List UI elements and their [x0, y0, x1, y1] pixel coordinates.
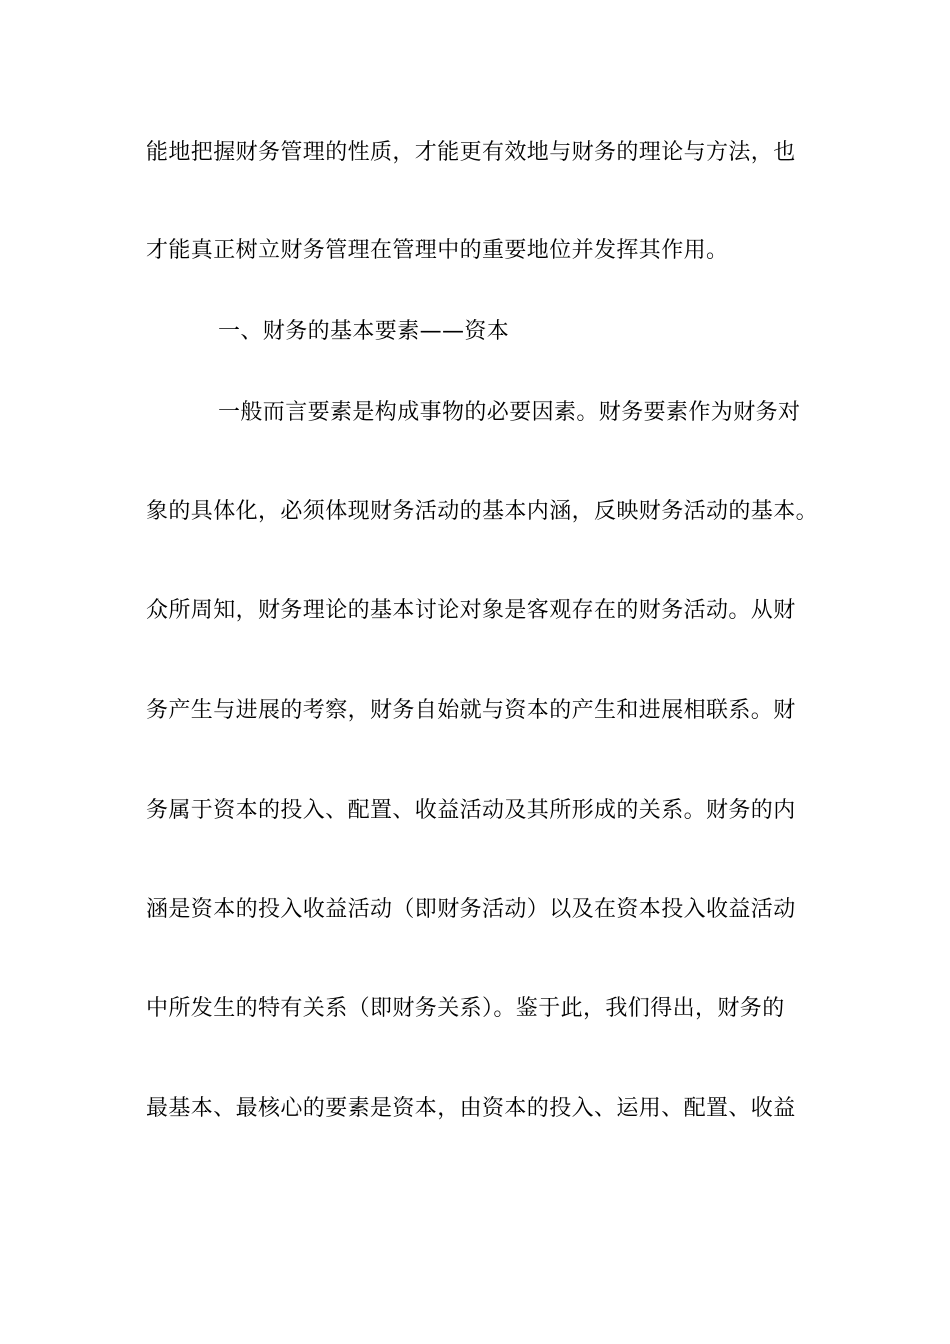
paragraph-line: 能地把握财务管理的性质，才能更有效地与财务的理论与方法，也 [146, 140, 796, 165]
paragraph-line: 才能真正树立财务管理在管理中的重要地位并发挥其作用。 [146, 238, 729, 263]
paragraph-line: 一般而言要素是构成事物的必要因素。财务要素作为财务对 [218, 400, 801, 425]
paragraph-line: 众所周知，财务理论的基本讨论对象是客观存在的财务活动。从财 [146, 598, 796, 623]
section-heading: 一、财务的基本要素——资本 [218, 319, 510, 344]
paragraph-line: 务产生与进展的考察，财务自始就与资本的产生和进展相联系。财 [146, 698, 796, 723]
paragraph-line: 中所发生的特有关系（即财务关系）。鉴于此，我们得出，财务的 [146, 996, 785, 1021]
paragraph-line: 涵是资本的投入收益活动（即财务活动）以及在资本投入收益活动 [146, 897, 796, 922]
paragraph-line: 象的具体化，必须体现财务活动的基本内涵，反映财务活动的基本。 [146, 499, 819, 524]
paragraph-line: 最基本、最核心的要素是资本，由资本的投入、运用、配置、收益 [146, 1096, 796, 1121]
paragraph-line: 务属于资本的投入、配置、收益活动及其所形成的关系。财务的内 [146, 798, 796, 823]
